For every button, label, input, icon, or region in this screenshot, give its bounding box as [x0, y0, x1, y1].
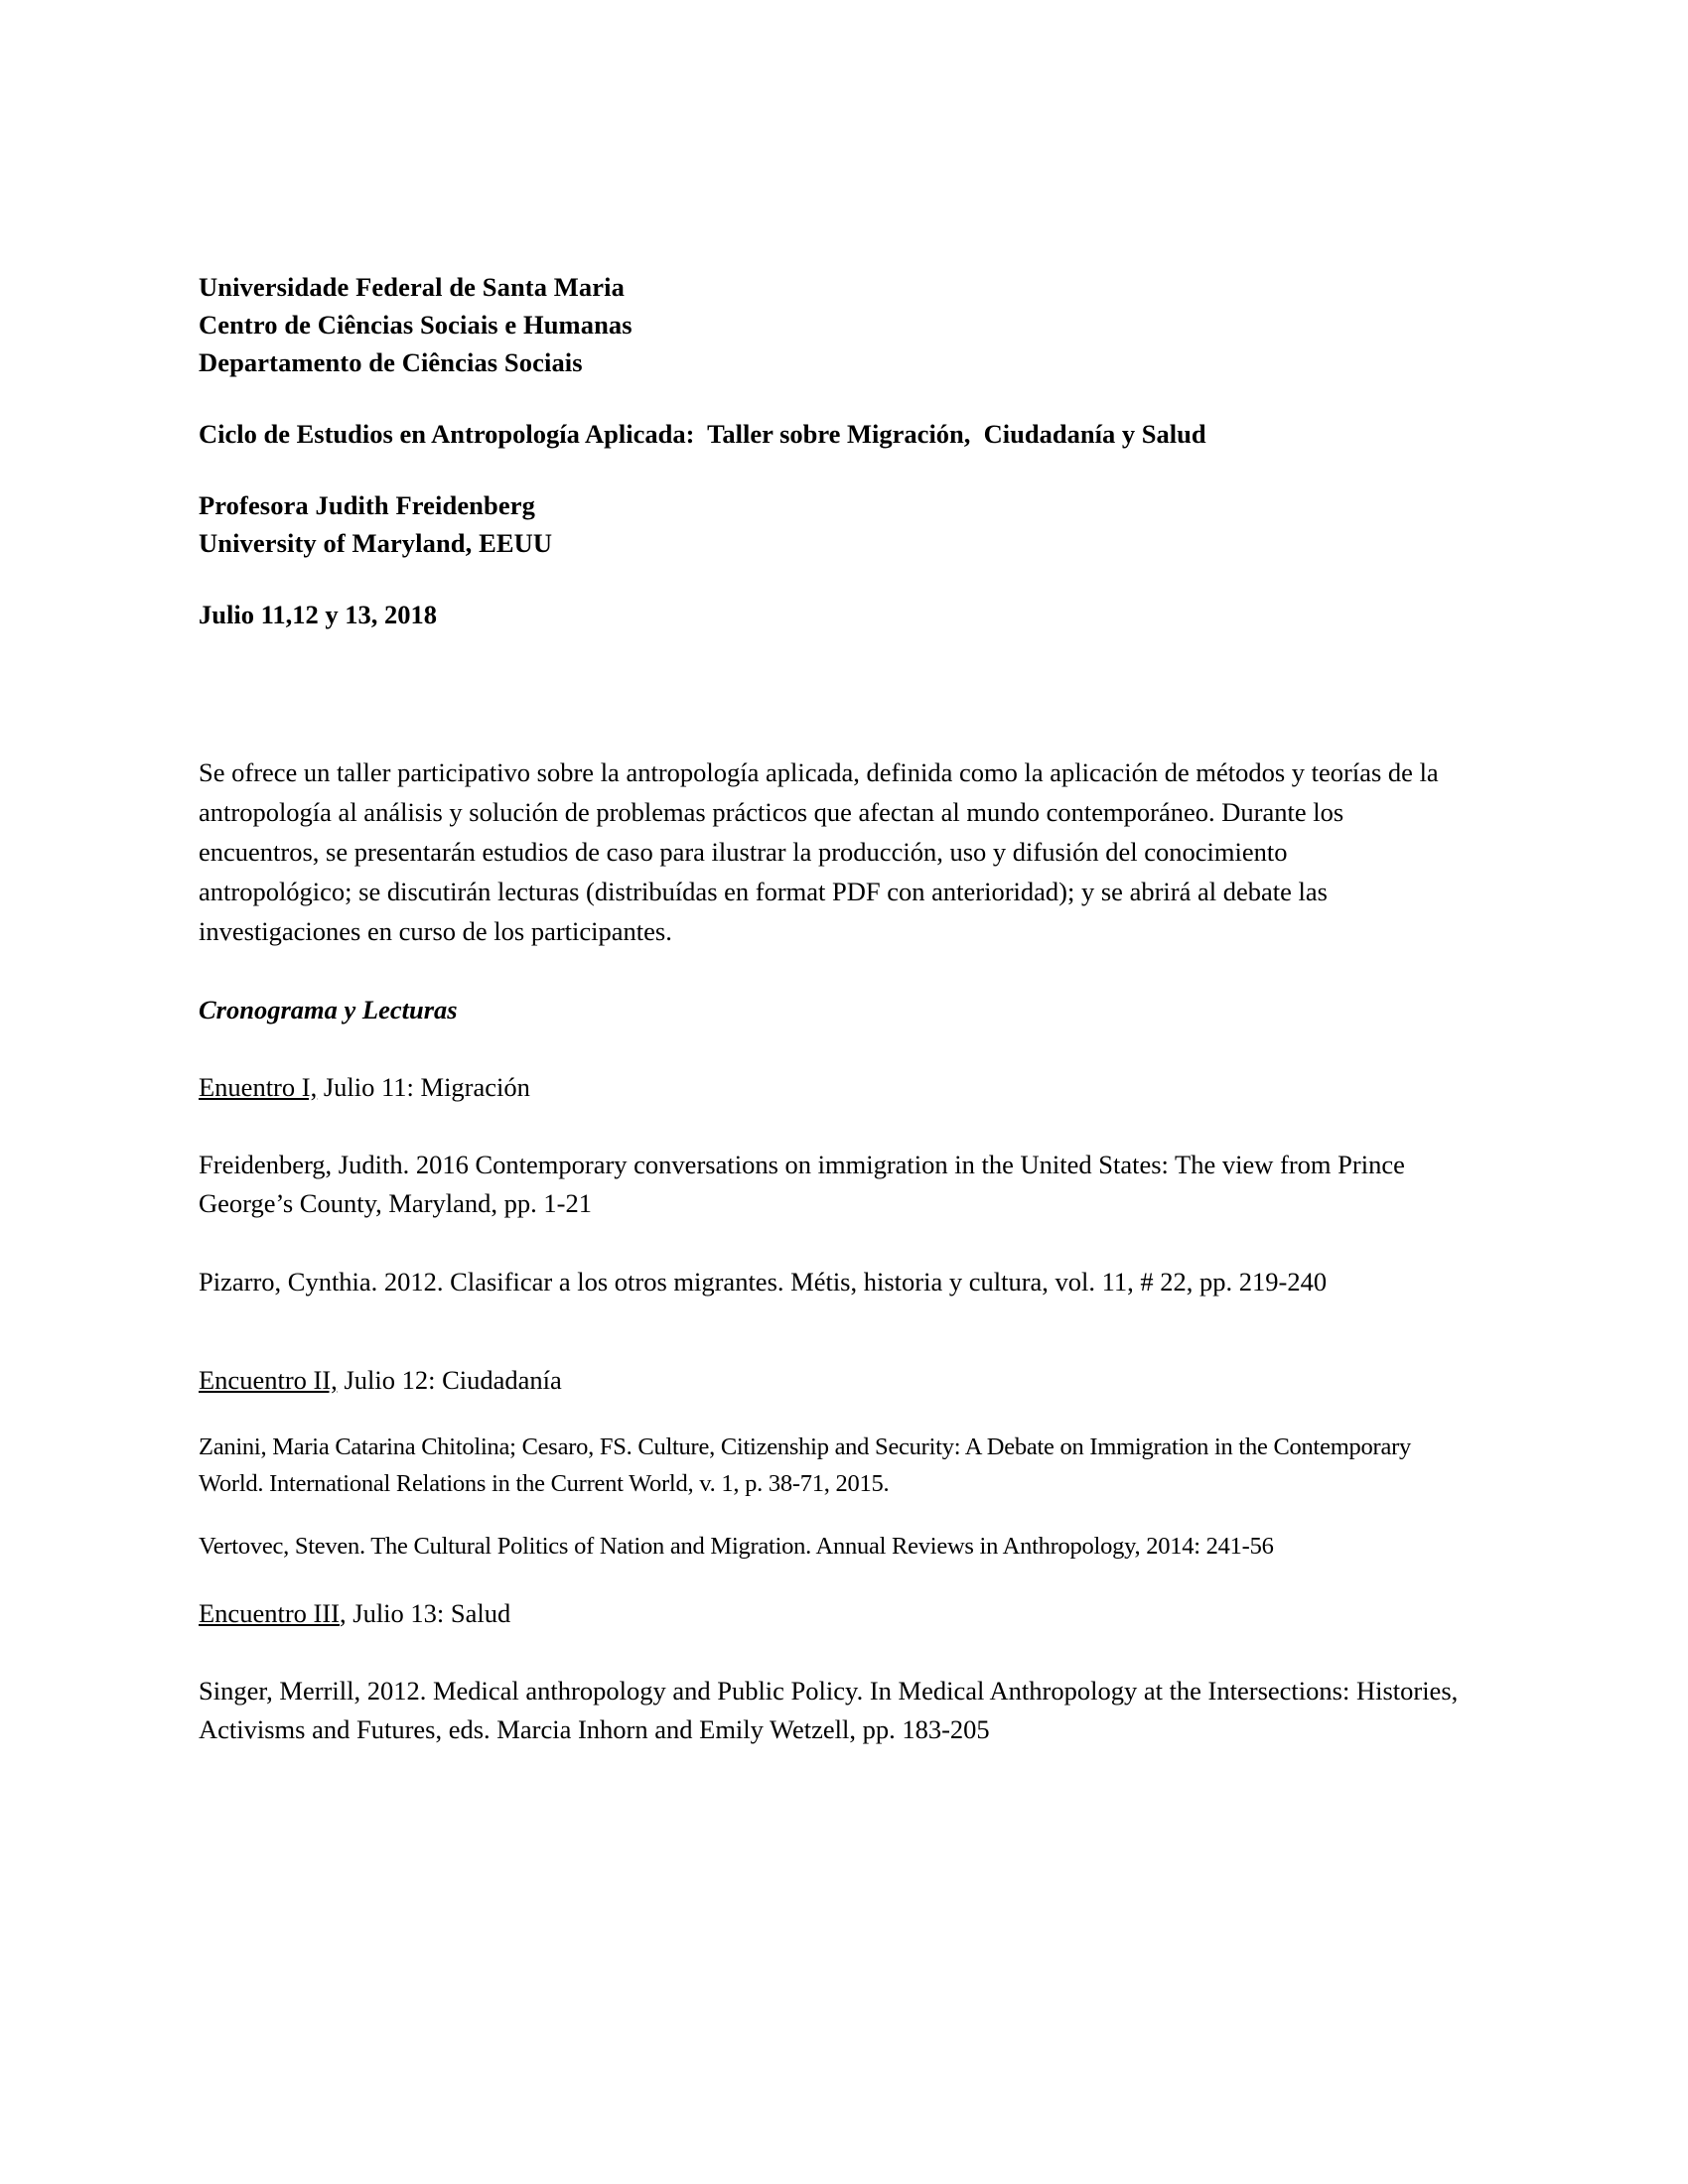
- reading-2-1: Zanini, Maria Catarina Chitolina; Cesaro, FS. Culture, Citizenship and Security: A Debate on Immigration in the Contemporary World. International Relations in the Current World, v. 1, p. 38-71, 2015.: [199, 1433, 1411, 1497]
- course-dates: Julio 11,12 y 13, 2018: [199, 600, 438, 629]
- institution-line-2: Centro de Ciências Sociais e Humanas: [199, 310, 633, 340]
- session-rest-3: , Julio 13: Salud: [340, 1598, 511, 1628]
- course-title: Ciclo de Estudios en Antropología Aplicada: Taller sobre Migración, Ciudadanía y Salud: [199, 419, 1206, 449]
- spacer: [199, 1565, 1479, 1594]
- spacer: [199, 1632, 1479, 1672]
- spacer: [199, 1223, 1479, 1263]
- spacer: [199, 1106, 1479, 1146]
- schedule-heading: Cronograma y Lecturas: [199, 995, 458, 1024]
- institution-header: [199, 268, 1479, 381]
- session-heading-3: [199, 1594, 1479, 1632]
- reading-3-1: Singer, Merrill, 2012. Medical anthropology and Public Policy. In Medical Anthropology at the Intersections: Histories, Activisms and Futures, eds. Marcia Inhorn and Emily Wetzell, pp. 183-205: [199, 1676, 1459, 1744]
- abstract-paragraph: Se ofrece un taller participativo sobre la antropología aplicada, definida como la aplicación de métodos y teorías de la antropología al análisis y solución de problemas prácticos que afectan al mundo contemporáneo. Durante los encuentros, se presentarán estudios de caso para ilustrar la producción, uso y difusión del conocimiento antropológico; se discutirán lecturas (distribuídas en format PDF con anterioridad); y se abrirá al debate las investigaciones en curso de los participantes.: [199, 757, 1439, 946]
- reading-1-1: Freidenberg, Judith. 2016 Contemporary conversations on immigration in the United States: The view from Prince George’s County, Maryland, pp. 1-21: [199, 1150, 1405, 1218]
- reading-1-2: Pizarro, Cynthia. 2012. Clasificar a los otros migrantes. Métis, historia y cultura, vol. 11, # 22, pp. 219-240: [199, 1267, 1328, 1297]
- institution-line-1: Universidade Federal de Santa Maria: [199, 272, 625, 302]
- session-rest-2: Julio 12: Ciudadanía: [337, 1365, 562, 1395]
- spacer: [199, 1028, 1479, 1068]
- session-heading-2: [199, 1361, 1479, 1399]
- spacer: [199, 951, 1479, 991]
- instructor-block: [199, 486, 1479, 562]
- spacer: [199, 381, 1479, 415]
- spacer: [199, 633, 1479, 752]
- session-heading-1: [199, 1068, 1479, 1106]
- spacer: [199, 1502, 1479, 1528]
- spacer: [199, 1301, 1479, 1361]
- spacer: [199, 1399, 1479, 1429]
- document-body: [199, 268, 1479, 1749]
- institution-line-3: Departamento de Ciências Sociais: [199, 347, 583, 377]
- session-label-3: Encuentro III: [199, 1598, 340, 1628]
- instructor-affiliation: University of Maryland, EEUU: [199, 528, 553, 558]
- spacer: [199, 562, 1479, 596]
- session-label-2: Encuentro II,: [199, 1365, 338, 1395]
- instructor-name: Profesora Judith Freidenberg: [199, 490, 535, 520]
- session-rest-1: Julio 11: Migración: [317, 1072, 530, 1102]
- reading-2-2: Vertovec, Steven. The Cultural Politics of Nation and Migration. Annual Reviews in Anthropology, 2014: 241-56: [199, 1533, 1274, 1560]
- spacer: [199, 453, 1479, 486]
- session-label-1: Enuentro I,: [199, 1072, 318, 1102]
